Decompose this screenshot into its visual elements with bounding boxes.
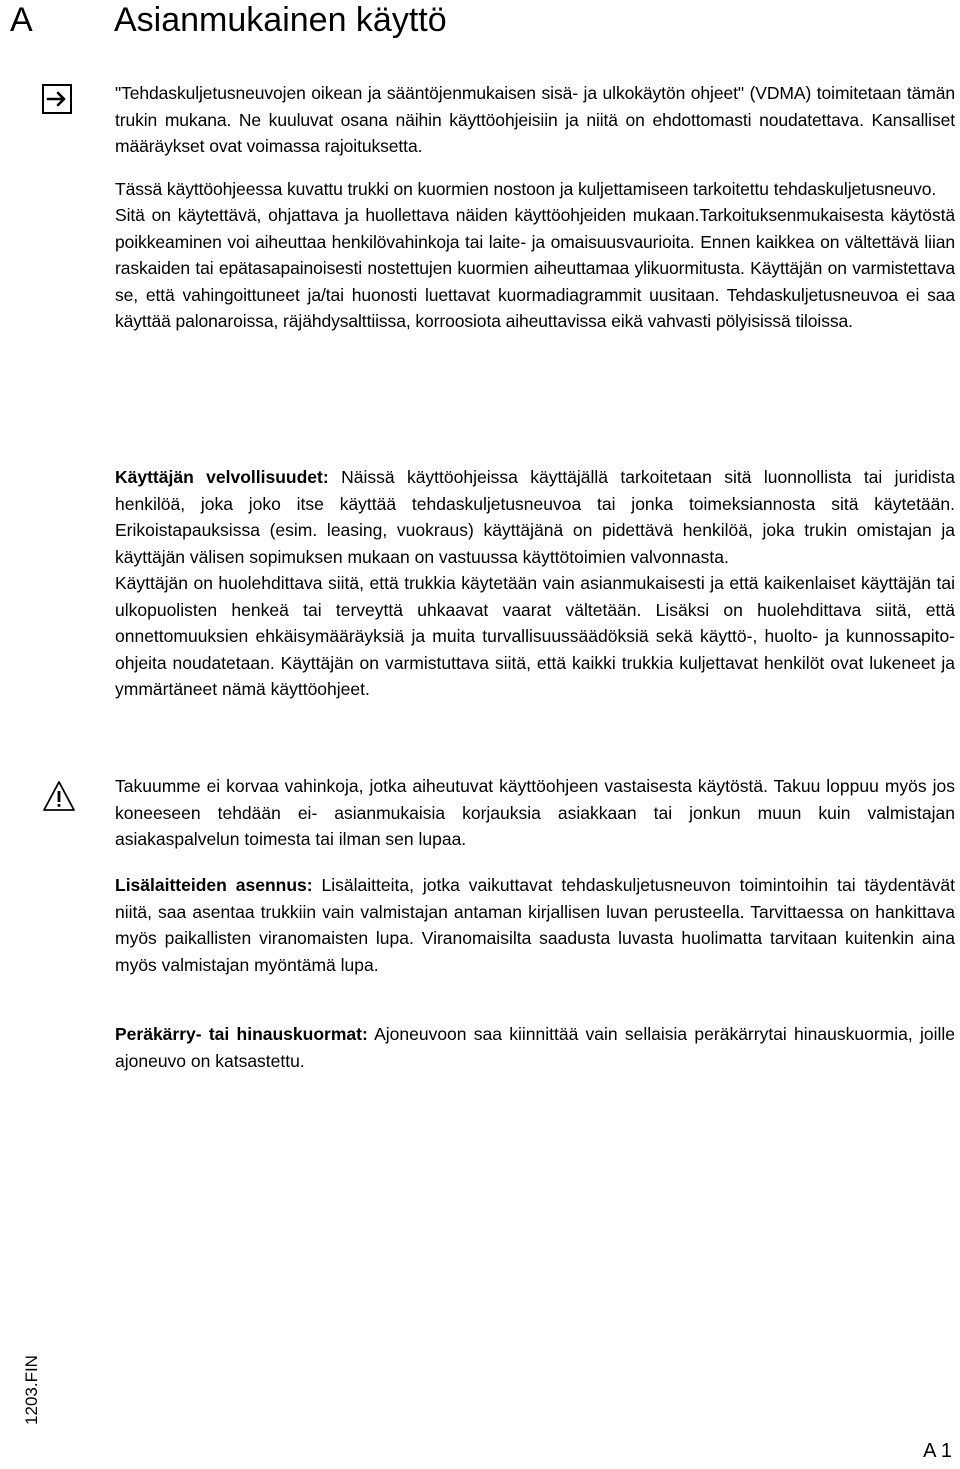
trailer-section (115, 1021, 955, 1074)
accessories-heading: Lisälaitteiden asennus: (115, 875, 313, 895)
trailer-text: Ajoneuvoon saa kiinnittää vain sellaisia peräkärrytai hinauskuormia, joille ajoneuvo on katsastettu. (115, 1024, 956, 1071)
warranty-warning-text: Takuumme ei korvaa vahinkoja, jotka aiheutuvat käyttöohjeen vastaisesta käytöstä. Takuu loppuu myös jos koneeseen tehdään ei- asianmukaisia korjauksia asiakkaan tai jonkun muun kuin valmistajan asiakaspalvelun toimesta tai ilman sen lupaa. (115, 776, 955, 849)
intro-paragraph-purpose: Tässä käyttöohjeessa kuvattu trukki on kuormien nostoon ja kuljettamiseen tarkoitettu tehdaskuljetusneuvo. (115, 178, 937, 199)
accessories-text: Lisälaitteita, jotka vaikuttavat tehdaskuljetusneuvon toimintoihin tai täydentävät niitä, saa asentaa trukkiin vain valmistajan antaman kirjallisen luvan perusteella. Tarvittaessa on hankittava myös paikallisten viranomaisten lupa. Viranomaisilta saadusta luvasta huolimatta tarvitaan kuitenkin aina myös valmistajan myöntämä lupa. (115, 875, 955, 975)
owner-duties-paragraph (115, 464, 955, 570)
section-title: Asianmukainen käyttö (114, 1, 447, 39)
owner-duties-heading: Käyttäjän velvollisuudet: (115, 467, 329, 487)
warning-triangle-icon (42, 780, 76, 812)
warranty-warning-section (115, 773, 955, 853)
accessories-section (115, 872, 955, 978)
trailer-heading: Peräkärry- tai hinauskuormat: (115, 1024, 368, 1044)
section-letter: A (10, 1, 33, 39)
trailer-paragraph (115, 1021, 955, 1074)
page-number: A 1 (923, 1440, 952, 1462)
arrow-right-icon (42, 84, 72, 114)
owner-duties-text: Näissä käyttöohjeissa käyttäjällä tarkoitetaan sitä luonnollista tai juridista henkilöä, joka joko itse käyttää tehdaskuljetusneuvoa tai jonka toimeksiannosta sitä käytetään. Erikoistapauksissa (esim. leasing, vuokraus) käyttäjänä on pidettävä henkilöä, joka trukin omistajan ja käyttäjän välisen sopimuksen mukaan on vastuussa käyttötoimien valvonnasta. (115, 467, 955, 567)
accessories-paragraph (115, 872, 955, 978)
owner-responsibility-paragraph: Käyttäjän on huolehdittava siitä, että trukkia käytetään vain asianmukaisesti ja että kaikenlaiset käyttäjän tai ulkopuolisten henkeä tai terveyttä uhkaavat vaarat vältetään. Lisäksi on huolehdittava siitä, että onnettomuuksien ehkäisymääräyksiä ja muita turvallisuussäädöksiä sekä käyttö-, huolto- ja kunnossapito-ohjeita noudatetaan. Käyttäjän on varmistuttava siitä, että kaikki trukkia kuljettavat henkilöt ovat lukeneet ja ymmärtäneet nämä käyttöohjeet. (115, 573, 955, 699)
section-heading (10, 0, 447, 44)
owner-duties-section (115, 464, 955, 703)
intro-paragraph-usage: Sitä on käytettävä, ohjattava ja huollettava näiden käyttöohjeiden mukaan.Tarkoituksenmukaisesta käytöstä poikkeaminen voi aiheuttaa henkilövahinkoja tai laite- ja omaisuusvaurioita. Ennen kaikkea on vältettävä liian raskaiden tai epätasapainoisesti nostettujen kuormien aiheuttamaa ylikuormitusta. Käyttäjän on varmistettava se, että vahingoittuneet ja/tai huonosti luettavat kuormadiagrammit uusitaan. Tehdaskuljetusneuvoa ei saa käyttää palonaroissa, räjähdysalttiissa, korroosiota aiheuttavissa eikä vahvasti pölyisissä tiloissa. (115, 205, 955, 331)
document-id: 1203.FIN (22, 1355, 41, 1425)
intro-section (115, 80, 955, 335)
intro-paragraph-vdma: "Tehdaskuljetusneuvojen oikean ja sääntöjenmukaisen sisä- ja ulkokäytön ohjeet" (VDMA) toimitetaan tämän trukin mukana. Ne kuuluvat osana näihin käyttöohjeisiin ja niitä on ehdottomasti noudatettava. Kansalliset määräykset ovat voimassa rajoituksetta. (115, 83, 955, 156)
